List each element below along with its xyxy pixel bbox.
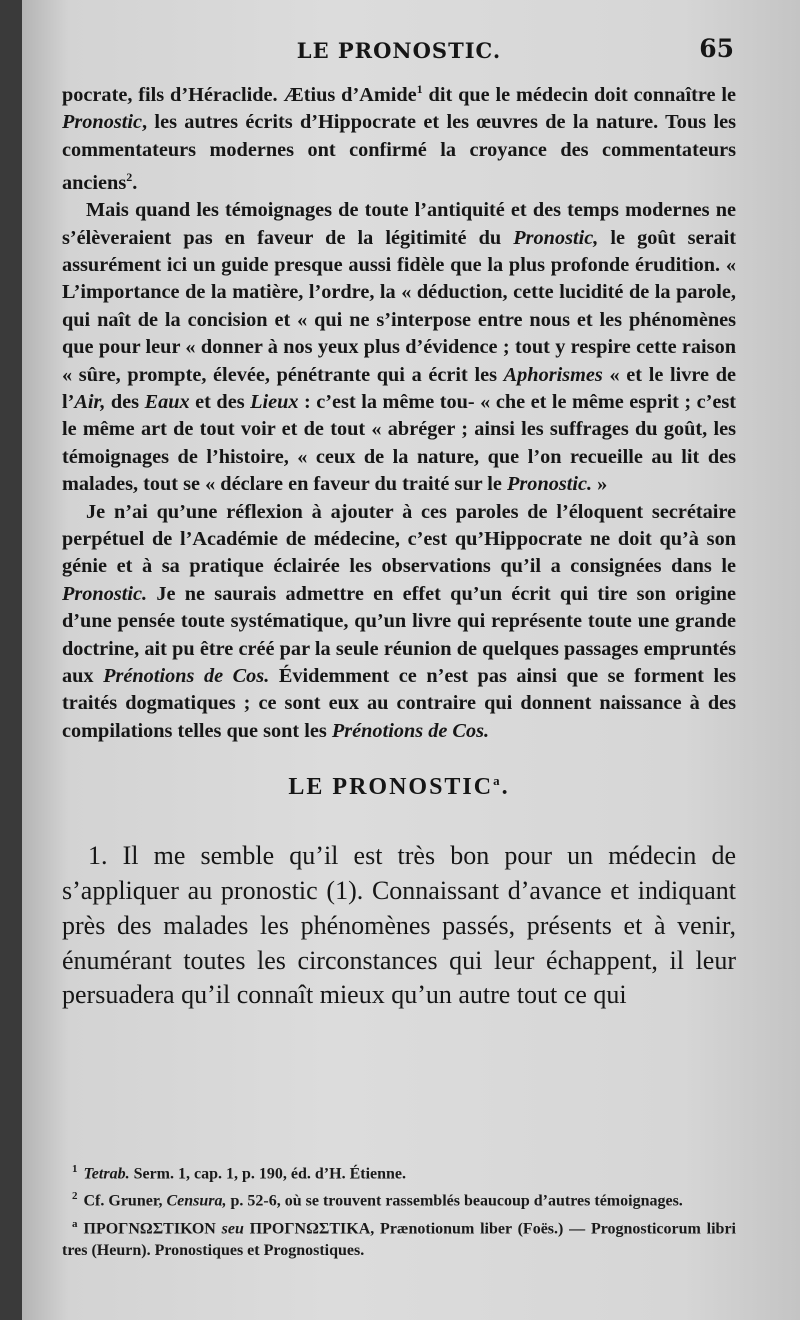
italic-title: seu xyxy=(221,1219,244,1237)
footnote-ref: 1 xyxy=(416,82,423,96)
text-run: Serm. 1, cap. 1, p. 190, éd. d’H. Étienne. xyxy=(129,1165,407,1183)
text-run: Je n’ai qu’une réflexion à ajouter à ces paroles de l’éloquent secrétaire perpétuel de l’Académie de médecine, c’est qu’Hippocrate ne doit qu’à son génie et à sa pratique éclairée les observations qu’il a consignées dans le xyxy=(62,500,736,578)
paragraph-testimonies xyxy=(62,197,736,498)
text-run: 1. Il me semble qu’il est très bon pour un médecin de s’appliquer au pronostic (1). Connaissant d’avance et indiquant près des malades les phénomènes passés, présents et à venir, énumérant toutes les circonstances qui leur échappent, il leur persuadera qu’il connaît mieux qu’un autre tout ce qui xyxy=(62,841,736,1010)
italic-title: Aphorismes xyxy=(503,363,603,386)
italic-title: Pronostic, xyxy=(513,226,599,249)
text-run: . xyxy=(132,171,138,194)
footnote-a xyxy=(62,1213,736,1262)
section-note-mark: a xyxy=(493,773,502,789)
footnote-ref: 2 xyxy=(126,169,133,184)
text-run: dit que le médecin doit connaître le xyxy=(422,83,736,106)
italic-title: Prénotions de Cos. xyxy=(103,665,270,688)
text-run: et des xyxy=(189,391,251,413)
text-run: le goût serait assurément ici un guide presque aussi fidèle que la plus profonde érudition. « L’importance de la matière, l’ordre, la « déduction, cette lucidité de la parole, qui naît de la concision et « qui ne s’interpose entre nous et les phénomènes que pour leur « donner à nos yeux plus d’évidence ; tout y respire cette raison « sûre, prompte, élevée, pénétrante qui a écrit les xyxy=(62,226,736,386)
text-run: des xyxy=(105,391,145,413)
text-run: : c’est la même tou- « che et le même esprit ; c’est le même art de tout voir et de tout « abréger ; ainsi les suffrages du goût, les témoignages de l’histoire, « ceux de la nature, que l’on recueille au lit des malades, tout se « déclare en faveur du traité sur le xyxy=(62,391,736,496)
footnote-2 xyxy=(62,1185,736,1212)
translation-paragraph-1 xyxy=(62,839,736,1013)
translation-text xyxy=(62,839,736,1013)
text-run: ΠΡΟΓΝΩΣΤΙΚΟΝ xyxy=(83,1219,222,1237)
section-title-punct: . xyxy=(501,774,510,801)
paragraph-intro-continuation xyxy=(62,76,736,197)
page-header xyxy=(62,30,736,76)
italic-title: Censura, xyxy=(166,1192,227,1210)
footnote-mark: 1 xyxy=(72,1163,78,1175)
text-run: Évidemment ce n’est pas ainsi que se forment les traités dogmatiques ; ce sont eux au contraire qui donnent naissance à des compilations telles que sont les xyxy=(62,665,736,742)
running-title: LE PRONOSTIC. xyxy=(296,38,502,63)
paragraph-reflection xyxy=(62,499,736,746)
text-run: Cf. Gruner, xyxy=(83,1192,167,1210)
footnote-mark: 2 xyxy=(72,1190,78,1203)
footnotes xyxy=(62,1158,736,1262)
italic-title: Tetrab. xyxy=(83,1165,130,1183)
section-title-text: LE PRONOSTIC xyxy=(288,774,494,801)
italic-title: Pronostic. xyxy=(507,473,593,496)
footnote-mark: a xyxy=(72,1217,78,1230)
book-page xyxy=(62,30,736,1013)
italic-title: Air, xyxy=(74,391,106,413)
text-run: Je ne saurais admettre en effet qu’un écrit qui tire son origine d’une pensée toute systématique, qu’un livre qui représente toute une grande doctrine, ait pu être créé par la seule réunion de quelques passages empruntés aux xyxy=(62,582,736,688)
section-heading xyxy=(62,773,736,801)
text-run: Mais quand les témoignages de toute l’antiquité et des temps modernes ne s’élèveraient pas en faveur de la légitimité du xyxy=(62,199,736,249)
text-run: p. 52-6, où se trouvent rassemblés beaucoup d’autres témoignages. xyxy=(226,1192,683,1210)
text-run: , les autres écrits d’Hippocrate et les œuvres de la nature. Tous les commentateurs modernes ont confirmé la croyance des commentateurs anciens xyxy=(62,111,736,194)
italic-title: Pronostic. xyxy=(62,582,148,605)
text-run: « et le livre de l’ xyxy=(62,363,736,413)
footnote-1 xyxy=(62,1158,736,1185)
text-run: ΠΡΟΓΝΩΣΤΙΚΑ, Prænotionum liber (Foës.) — Prognosticorum libri tres (Heurn). Pronostiques et Prognostiques. xyxy=(62,1219,737,1259)
text-run: » xyxy=(592,473,608,496)
page-number: 65 xyxy=(699,34,734,63)
body-text xyxy=(62,76,736,745)
italic-title: Prénotions de Cos. xyxy=(331,719,490,742)
italic-title: Pronostic xyxy=(62,111,143,134)
text-run: pocrate, fils d’Héraclide. Ætius d’Amide xyxy=(62,83,417,106)
italic-title: Lieux xyxy=(250,391,299,413)
italic-title: Eaux xyxy=(144,391,190,413)
